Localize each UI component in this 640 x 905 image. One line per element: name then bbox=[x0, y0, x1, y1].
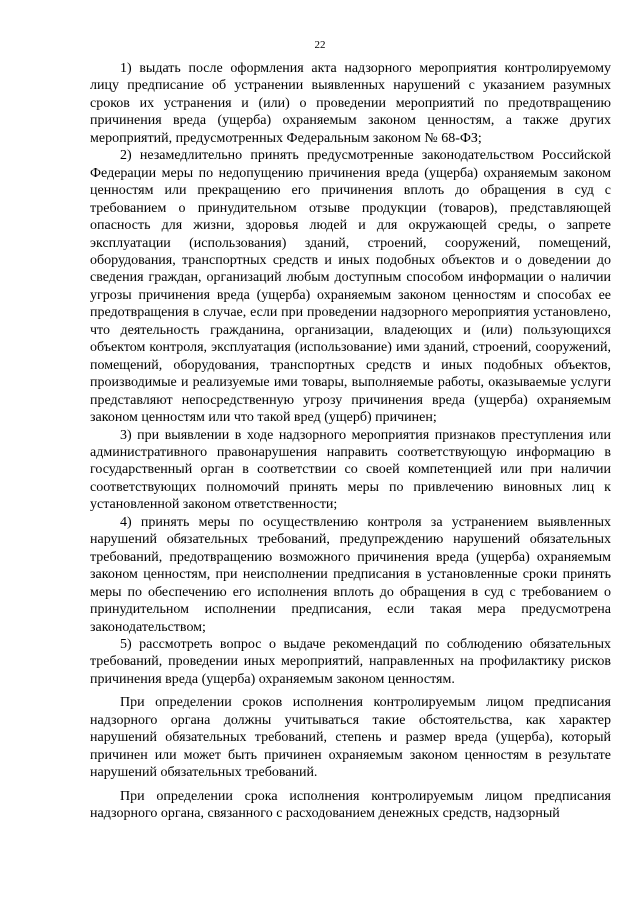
paragraph-item-1: 1) выдать после оформления акта надзорного мероприятия контролируемому лицу предписание об устранении выявленных нарушений с указанием разумных сроков их устранения и (или) о проведении мероприятий по предотвращению причинения вреда (ущерба) охраняемым законом ценностям, а также других мероприятий, предусмотренных Федеральным законом № 68-ФЗ; bbox=[90, 61, 611, 146]
page-number: 22 bbox=[314, 39, 326, 51]
paragraph-deadline-factors: При определении сроков исполнения контролируемым лицом предписания надзорного органа должны учитываться такие обстоятельства, как характер нарушений обязательных требований, степень и размер вреда (ущерба), который причинен или может быть причинен охраняемым законом ценностям в результате нарушений обязательных требований. bbox=[90, 695, 611, 781]
paragraph-item-4: 4) принять меры по осуществлению контроля за устранением выявленных нарушений обязательных требований, предупреждению нарушений обязательных требований, предотвращению возможного причинения вреда (ущерба) охраняемым законом ценностям, при неисполнении предписания в установленные сроки принять меры по обеспечению его исполнения вплоть до обращения в суд с требованием о принудительном исполнении предписания, если такая мера предусмотрена законодательством; bbox=[90, 514, 611, 635]
body-text bbox=[90, 60, 611, 822]
paragraph-item-2: 2) незамедлительно принять предусмотренные законодательством Российской Федерации меры по недопущению причинения вреда (ущерба) охраняемым законом ценностям или прекращению его причинения вплоть до обращения в суд с требованием о принудительном отзыве продукции (товаров), представляющей опасность для жизни, здоровья людей и для окружающей среды, о запрете эксплуатации (использования) зданий, строений, сооружений, помещений, оборудования, транспортных средств и иных подобных объектов и о доведении до сведения граждан, организаций любым доступным способом информации о наличии угрозы причинения вреда (ущерба) охраняемым законом ценностям и способах ее предотвращения в случае, если при проведении надзорного мероприятия установлено, что деятельность гражданина, организации, владеющих и (или) пользующихся объектом контроля, эксплуатация (использование) ими зданий, строений, сооружений, помещений, оборудования, транспортных средств и иных подобных объектов, производимые и реализуемые ими товары, выполняемые работы, оказываемые услуги представляют непосредственную угрозу причинения вреда (ущерба) охраняемым законом ценностям или что такой вред (ущерб) причинен; bbox=[90, 148, 611, 426]
paragraph-item-3: 3) при выявлении в ходе надзорного мероприятия признаков преступления или административного правонарушения направить соответствующую информацию в государственный орган в соответствии со своей компетенцией или при наличии соответствующих полномочий принять меры по привлечению виновных лиц к установленной законом ответственности; bbox=[90, 427, 611, 513]
paragraph-item-5: 5) рассмотреть вопрос о выдаче рекомендаций по соблюдению обязательных требований, проведении иных мероприятий, направленных на профилактику рисков причинения вреда (ущерба) охраняемым законом ценностям. bbox=[90, 636, 611, 687]
paragraph-deadline-funds: При определении срока исполнения контролируемым лицом предписания надзорного органа, связанного с расходованием денежных средств, надзорный bbox=[90, 788, 611, 822]
